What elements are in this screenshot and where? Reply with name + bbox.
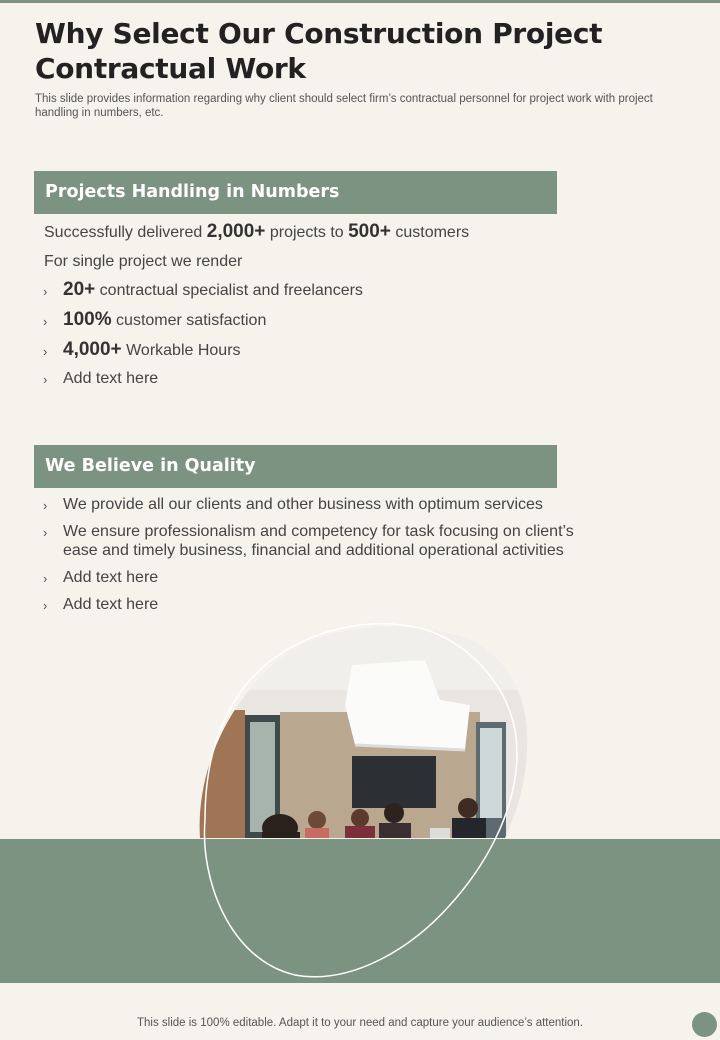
list-item: We provide all our clients and other business with optimum services [63,496,543,513]
chevron-right-icon: › [43,598,48,613]
customers-count: 500+ [348,221,391,242]
chevron-right-icon: › [43,344,48,359]
list-item: We ensure professionalism and competency for task focusing on client’s [63,523,574,540]
render-line: For single project we render [44,253,243,270]
projects-count: 2,000+ [206,221,266,242]
list-item: Add text here [63,596,159,613]
list-item: 100% customer satisfaction [63,309,267,330]
chevron-right-icon: › [43,525,48,540]
chevron-right-icon: › [43,372,48,387]
list-item: 20+ contractual specialist and freelancers [63,279,363,300]
list-item: Add text here [63,370,159,387]
page-subtitle: This slide provides information regarding why client should select firm’s contractual personnel for project work with project handling in numbers, etc. [35,93,653,119]
page-title: Why Select Our Construction Project Contractual Work [35,17,603,85]
list-item: 4,000+ Workable Hours [63,339,241,360]
chevron-right-icon: › [43,498,48,513]
list-item-continuation: ease and timely business, financial and additional operational activities [63,542,564,559]
list-item: Add text here [63,569,159,586]
chevron-right-icon: › [43,284,48,299]
delivered-pre: Successfully delivered [44,224,207,241]
section-heading-quality: We Believe in Quality [34,445,557,488]
chevron-right-icon: › [43,571,48,586]
section-heading-numbers: Projects Handling in Numbers [34,171,557,214]
chevron-right-icon: › [43,314,48,329]
delivered-post: customers [390,224,470,241]
delivered-mid: projects to [265,224,349,241]
footer-note: This slide is 100% editable. Adapt it to your need and capture your audience’s attention. [136,1017,584,1029]
accent-dot [692,1012,717,1037]
